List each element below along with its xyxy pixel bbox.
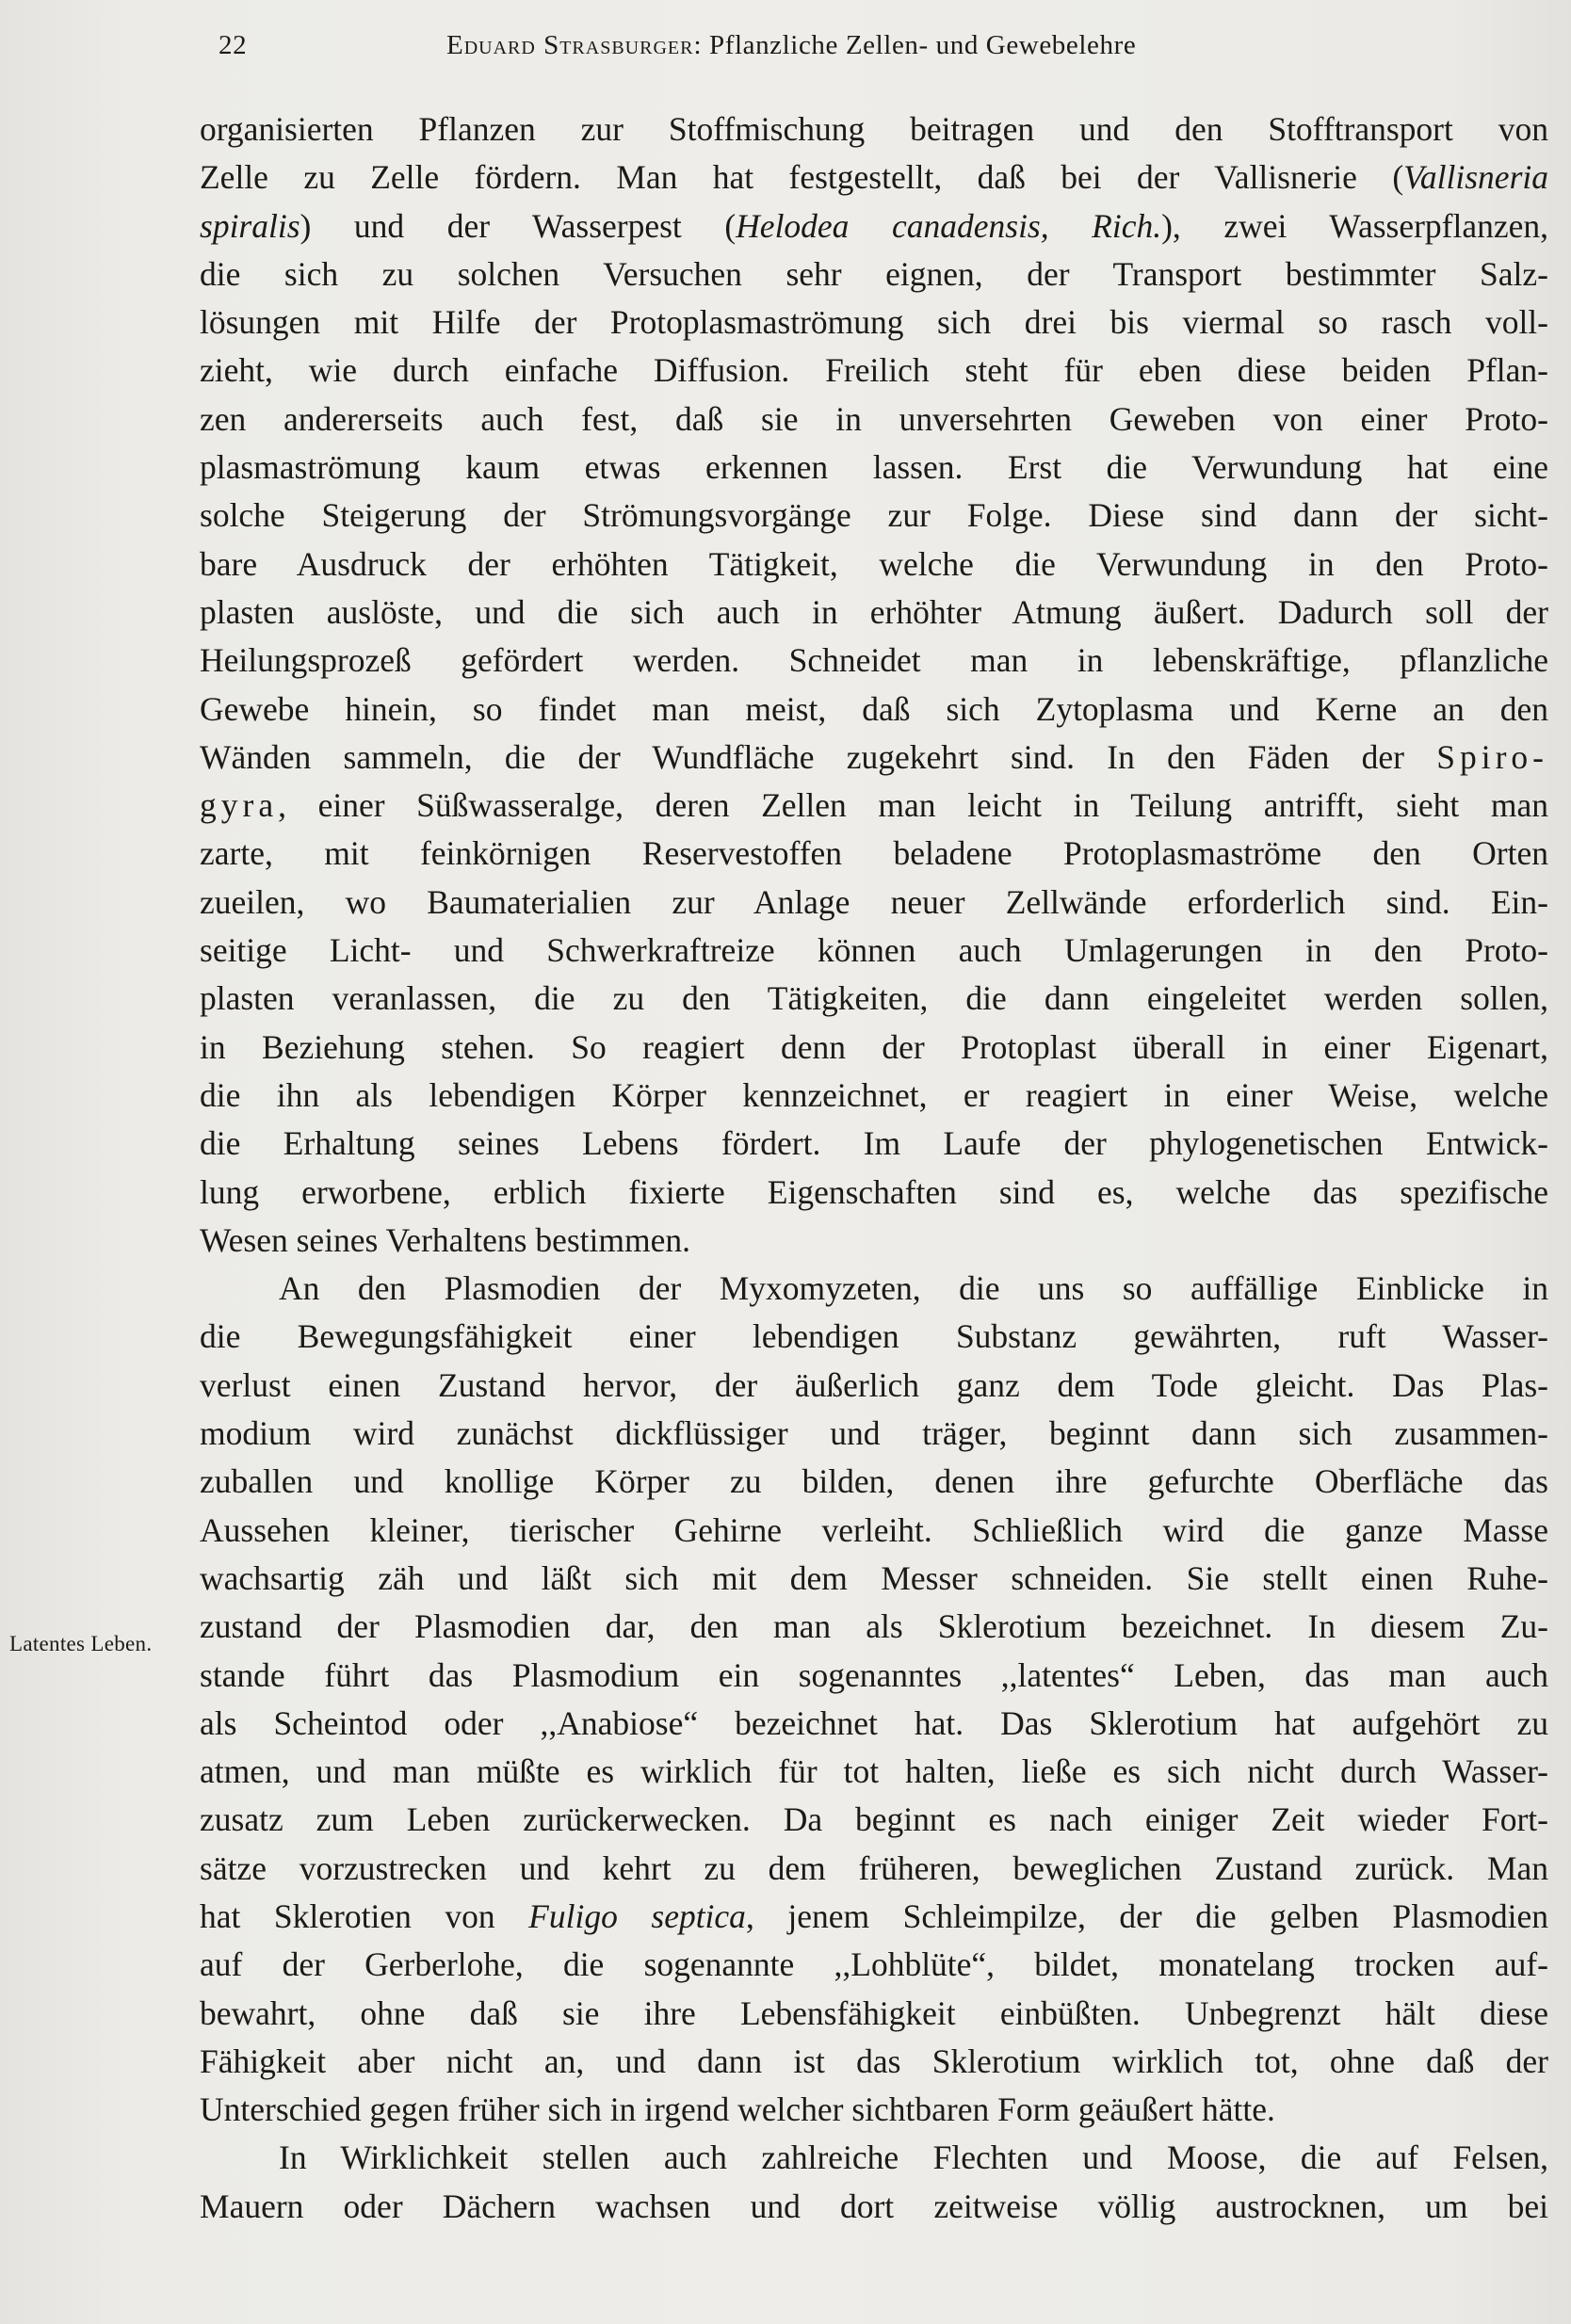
text-segment: Heilungsprozeß gefördert werden. Schneidet man in lebenskräftige, pflanzliche <box>200 641 1548 680</box>
text-line <box>200 2038 1548 2086</box>
text-segment: hat Sklerotien von <box>200 1896 529 1935</box>
book-title: : Pflanzliche Zellen- und Gewebelehre <box>693 30 1137 60</box>
text-line <box>200 1072 1548 1120</box>
text-segment: sätze vorzustrecken und kehrt zu dem früheren, beweglichen Zustand zurück. Man <box>200 1848 1548 1887</box>
text-line <box>200 1941 1548 1989</box>
text-line <box>200 444 1548 492</box>
text-segment: solche Steigerung der Strömungsvorgänge zur Folge. Diese sind dann der sicht- <box>200 496 1548 535</box>
text-line <box>200 686 1548 734</box>
text-segment: die sich zu solchen Versuchen sehr eignen, der Transport bestimmter Salz- <box>200 254 1548 293</box>
text-line <box>200 1217 1548 1265</box>
text-segment: ) und der Wasserpest ( <box>300 206 737 245</box>
text-line <box>200 2183 1548 2231</box>
margin-note: Latentes Leben. <box>9 1632 153 1655</box>
text-line <box>200 879 1548 927</box>
text-line <box>200 395 1548 444</box>
text-segment: Aussehen kleiner, tierischer Gehirne verleiht. Schließlich wird die ganze Masse <box>200 1510 1548 1549</box>
text-line <box>200 299 1548 347</box>
text-line <box>200 1555 1548 1603</box>
text-segment: bare Ausdruck der erhöhten Tätigkeit, welche die Verwundung in den Proto- <box>200 544 1548 583</box>
text-segment: organisierten Pflanzen zur Stoffmischung beitragen und den Stofftransport von <box>200 110 1548 148</box>
text-line <box>200 202 1548 250</box>
text-segment: atmen, und man müßte es wirklich für tot halten, ließe es sich nicht durch Wasser- <box>200 1752 1548 1791</box>
text-segment: , jenem Schleimpilze, der die gelben Plasmodien <box>745 1896 1548 1935</box>
text-segment: als Scheintod oder ,,Anabiose“ bezeichnet hat. Das Sklerotium hat aufgehört zu <box>200 1703 1548 1742</box>
italic-text: Fuligo septica <box>528 1896 746 1935</box>
text-segment: Mauern oder Dächern wachsen und dort zeitweise völlig austrocknen, um bei <box>200 2187 1548 2225</box>
text-segment: wachsartig zäh und läßt sich mit dem Messer schneiden. Sie stellt einen Ruhe- <box>200 1558 1548 1597</box>
text-line <box>200 1024 1548 1072</box>
text-line <box>200 1748 1548 1796</box>
page-header <box>219 30 1349 68</box>
text-line <box>200 830 1548 878</box>
text-line <box>200 1410 1548 1458</box>
text-line <box>200 1603 1548 1651</box>
italic-text: Vallisneria <box>1403 158 1548 197</box>
text-segment: plasten auslöste, und die sich auch in erhöhter Atmung äußert. Dadurch soll der <box>200 592 1548 631</box>
text-segment: Unterschied gegen früher sich in irgend welcher sichtbaren Form geäußert hätte. <box>200 2090 1275 2129</box>
author-name: Eduard Strasburger <box>446 30 694 60</box>
text-line <box>200 1169 1548 1217</box>
text-line <box>200 1796 1548 1844</box>
text-segment: ), zwei Wasserpflanzen, <box>1161 206 1548 245</box>
text-line <box>200 1990 1548 2038</box>
text-segment: zustand der Plasmodien dar, den man als Sklerotium bezeichnet. In diesem Zu- <box>200 1607 1548 1646</box>
text-line <box>200 1507 1548 1555</box>
text-segment: plasten veranlassen, die zu den Tätigkeiten, die dann eingeleitet werden sollen, <box>200 979 1548 1018</box>
text-line <box>200 105 1548 153</box>
text-line <box>200 637 1548 685</box>
text-line <box>200 589 1548 637</box>
text-line <box>200 782 1548 830</box>
text-segment: stande führt das Plasmodium ein sogenanntes ,,latentes“ Leben, das man auch <box>200 1655 1548 1694</box>
text-line <box>200 1265 1548 1313</box>
text-segment: die Bewegungsfähigkeit einer lebendigen Substanz gewährten, ruft Wasser- <box>200 1317 1548 1356</box>
spaced-text: Spiro- <box>1436 737 1548 776</box>
text-segment: zusatz zum Leben zurückerwecken. Da beginnt es nach einiger Zeit wieder Fort- <box>200 1800 1548 1839</box>
text-line <box>200 492 1548 540</box>
text-segment: In Wirklichkeit stellen auch zahlreiche Flechten und Moose, die auf Felsen, <box>279 2138 1548 2177</box>
spaced-text: gyra <box>200 786 279 825</box>
text-segment: Zelle zu Zelle fördern. Man hat festgestellt, daß bei der Vallisnerie ( <box>200 158 1404 197</box>
text-line <box>200 1362 1548 1410</box>
text-segment: plasmaströmung kaum etwas erkennen lassen. Erst die Verwundung hat eine <box>200 448 1548 487</box>
text-line <box>200 1313 1548 1361</box>
text-segment: bewahrt, ohne daß sie ihre Lebensfähigkeit einbüßten. Unbegrenzt hält diese <box>200 1993 1548 2032</box>
text-line <box>200 1458 1548 1506</box>
text-line <box>200 153 1548 202</box>
text-line <box>200 541 1548 589</box>
text-segment: lösungen mit Hilfe der Protoplasmaströmung sich drei bis viermal so rasch voll- <box>200 303 1548 342</box>
text-segment: auf der Gerberlohe, die sogenannte ,,Lohblüte“, bildet, monatelang trocken auf- <box>200 1945 1548 1984</box>
italic-text: spiralis <box>200 206 300 245</box>
text-line <box>200 975 1548 1023</box>
italic-text: Helodea canadensis, Rich. <box>736 206 1162 245</box>
text-line <box>200 1893 1548 1941</box>
text-line <box>200 2086 1548 2134</box>
text-line <box>200 1845 1548 1893</box>
text-segment: Fähigkeit aber nicht an, und dann ist das Sklerotium wirklich tot, ohne daß der <box>200 2042 1548 2080</box>
text-segment: An den Plasmodien der Myxomyzeten, die uns so auffällige Einblicke in <box>279 1269 1548 1308</box>
text-segment: , einer Süßwasseralge, deren Zellen man leicht in Teilung antrifft, sieht man <box>278 786 1548 825</box>
body-text <box>200 105 1548 2231</box>
running-head <box>446 30 1136 61</box>
text-segment: in Beziehung stehen. So reagiert denn der Protoplast überall in einer Eigenart, <box>200 1027 1548 1066</box>
text-line <box>200 250 1548 299</box>
text-line <box>200 347 1548 395</box>
text-segment: Wänden sammeln, die der Wundfläche zugekehrt sind. In den Fäden der <box>200 737 1437 776</box>
text-segment: zueilen, wo Baumaterialien zur Anlage neuer Zellwände erforderlich sind. Ein- <box>200 882 1548 921</box>
text-line <box>200 927 1548 975</box>
text-segment: verlust einen Zustand hervor, der äußerlich ganz dem Tode gleicht. Das Plas- <box>200 1365 1548 1404</box>
text-line <box>200 2134 1548 2182</box>
text-segment: die Erhaltung seines Lebens fördert. Im Laufe der phylogenetischen Entwick- <box>200 1124 1548 1163</box>
text-segment: seitige Licht- und Schwerkraftreize können auch Umlagerungen in den Proto- <box>200 931 1548 970</box>
text-segment: Gewebe hinein, so findet man meist, daß sich Zytoplasma und Kerne an den <box>200 689 1548 728</box>
text-segment: zieht, wie durch einfache Diffusion. Freilich steht für eben diese beiden Pflan- <box>200 351 1548 390</box>
text-line <box>200 734 1548 782</box>
text-segment: zarte, mit feinkörnigen Reservestoffen beladene Protoplasmaströme den Orten <box>200 834 1548 873</box>
text-segment: zuballen und knollige Körper zu bilden, denen ihre gefurchte Oberfläche das <box>200 1462 1548 1501</box>
text-line <box>200 1700 1548 1748</box>
text-line <box>200 1652 1548 1700</box>
text-segment: modium wird zunächst dickflüssiger und träger, beginnt dann sich zusammen- <box>200 1414 1548 1453</box>
text-segment: Wesen seines Verhaltens bestimmen. <box>200 1220 690 1259</box>
text-segment: lung erworbene, erblich fixierte Eigenschaften sind es, welche das spezifische <box>200 1172 1548 1211</box>
text-segment: zen andererseits auch fest, daß sie in unversehrten Geweben von einer Proto- <box>200 399 1548 438</box>
text-line <box>200 1120 1548 1168</box>
text-segment: die ihn als lebendigen Körper kennzeichnet, er reagiert in einer Weise, welche <box>200 1075 1548 1114</box>
page-number: 22 <box>219 30 248 60</box>
